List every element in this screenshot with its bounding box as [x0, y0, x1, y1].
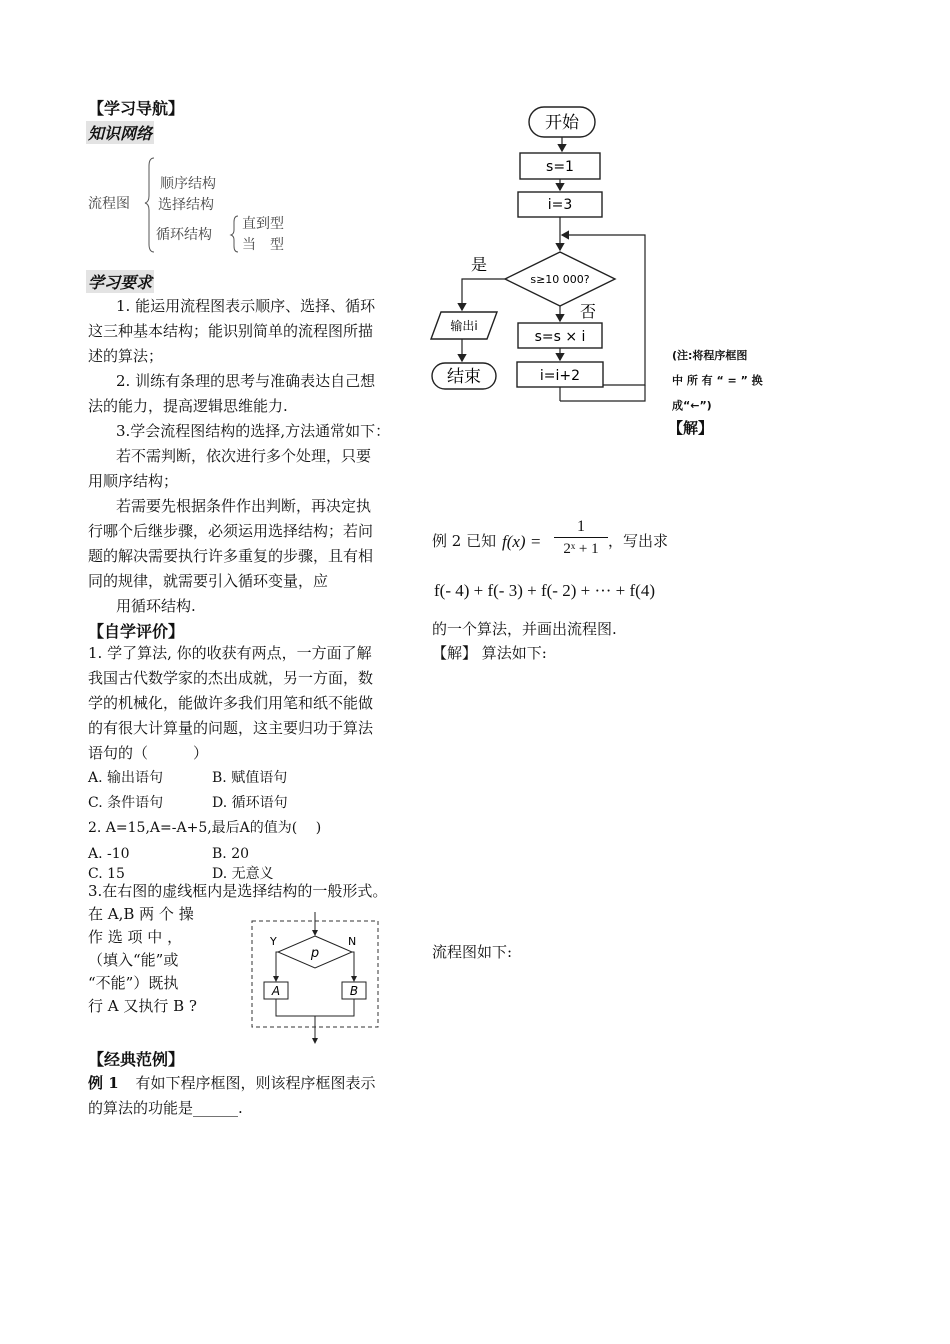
example-1-line2: 的算法的功能是______.: [88, 1099, 243, 1117]
example-1-solution-label: 【解】: [668, 419, 714, 437]
q1-line: 1. 学了算法, 你的收获有两点，一方面了解: [88, 644, 372, 662]
req-line: 若需要先根据条件作出判断，再决定执: [116, 497, 372, 515]
example-2-suffix: ，写出求: [608, 532, 669, 550]
fc-output: 输出i: [450, 319, 478, 333]
fc-start: 开始: [545, 113, 579, 133]
example-2-fx: f(x) =: [502, 532, 542, 551]
q2-option-b: B. 20: [212, 846, 250, 862]
q2-option-a: A. -10: [88, 846, 130, 862]
req-line: 题的解决需要执行许多重复的步骤，且有相: [88, 547, 374, 565]
q2-option-c: C. 15: [88, 866, 125, 882]
fc-no: 否: [580, 302, 597, 321]
diagram-no: N: [348, 935, 357, 948]
q3-line: 行 A 又执行 B ?: [88, 997, 197, 1015]
q3-line: 在 A,B 两 个 操: [88, 905, 194, 923]
example-1-flowchart: [425, 95, 665, 415]
self-eval-heading: 【自学评价】: [88, 622, 185, 641]
question-2-stem: 2. A=15,A=-A+5,最后A的值为( ): [88, 820, 322, 836]
q1-option-b: B. 赋值语句: [212, 770, 288, 786]
req-line: 1. 能运用流程图表示顺序、选择、循环: [116, 297, 376, 315]
tree-until: 直到型: [242, 216, 284, 232]
fraction-denominator: 2ˣ + 1: [563, 541, 599, 557]
diagram-p: p: [310, 946, 320, 961]
knowledge-network-title: 知识网络: [86, 121, 154, 144]
q1-line: 我国古代数学家的杰出成就，另一方面，数: [88, 669, 374, 687]
diagram-b: B: [349, 984, 359, 998]
fc-mult: s=s × i: [534, 329, 586, 345]
q3-line: 作 选 项 中 ，: [88, 928, 183, 946]
req-line: 2. 训练有条理的思考与准确表达自己想: [116, 372, 376, 390]
example-1-text: 有如下程序框图，则该程序框图表示: [135, 1074, 376, 1092]
question-3-stem: 3.在右图的虚线框内是选择结构的一般形式。: [88, 882, 388, 900]
tree-while: 当 型: [242, 237, 284, 253]
example-2-sum: f(- 4) + f(- 3) + f(- 2) + ··· + f(4): [434, 581, 655, 600]
note-line-2: 中 所 有 “ = ” 换: [672, 374, 763, 387]
example-2-line3: 的一个算法，并画出流程图.: [432, 620, 617, 638]
example-2-solution: 【解】 算法如下:: [432, 644, 547, 662]
tree-sel: 选择结构: [158, 197, 214, 213]
req-line: 法的能力，提高逻辑思维能力.: [88, 397, 288, 415]
req-line: 若不需判断，依次进行多个处理，只要: [116, 447, 372, 465]
fc-yes: 是: [471, 255, 488, 274]
example-1-label: 例 1: [88, 1074, 119, 1092]
q2-option-d: D. 无意义: [212, 866, 274, 882]
req-line: 这三种基本结构；能识别简单的流程图所描: [88, 322, 374, 340]
fc-end: 结束: [447, 367, 481, 387]
example-1-line1: [88, 1071, 375, 1096]
examples-heading: 【经典范例】: [88, 1050, 185, 1069]
q1-line: 语句的（ ）: [88, 744, 209, 762]
example-2-flow: 流程图如下:: [432, 943, 513, 961]
q1-option-d: D. 循环语句: [212, 795, 288, 811]
q1-line: 的有很大计算量的问题，这主要归功于算法: [88, 719, 374, 737]
tree-root: 流程图: [88, 196, 130, 212]
requirements-body: [88, 294, 418, 619]
fc-cond: s≥10 000?: [530, 273, 590, 286]
example-2-prefix: 例 2 已知: [432, 532, 497, 550]
req-line: 3.学会流程图结构的选择,方法通常如下：: [116, 422, 391, 440]
req-line: 用顺序结构；: [88, 472, 179, 490]
tree-loop: 循环结构: [156, 227, 212, 243]
diagram-yes: Y: [270, 935, 277, 948]
req-line: 同的规律，就需要引入循环变量，应: [88, 572, 329, 590]
q1-line: 学的机械化，能做许多我们用笔和纸不能做: [88, 694, 374, 712]
requirements-title: 学习要求: [86, 270, 154, 293]
q3-line: （填入“能”或: [88, 951, 179, 969]
note-line-3: 成“←”): [672, 399, 712, 412]
fraction-numerator: 1: [554, 517, 608, 538]
question-1: [88, 641, 418, 766]
req-line: 述的算法；: [88, 347, 164, 365]
req-line: 行哪个后继步骤，必须运用选择结构；若问: [88, 522, 374, 540]
diagram-a: A: [271, 984, 281, 998]
q3-line: “不能”）既执: [88, 974, 179, 992]
tree-seq: 顺序结构: [160, 176, 216, 192]
fc-i3: i=3: [547, 197, 573, 213]
question-3-body: [88, 903, 228, 1018]
selection-structure-diagram: [248, 912, 383, 1047]
note-line-1: (注:将程序框图: [672, 349, 748, 362]
section-guide-heading: 【学习导航】: [88, 99, 185, 118]
fc-inc: i=i+2: [539, 368, 581, 384]
q1-option-a: A. 输出语句: [88, 770, 164, 786]
q1-option-c: C. 条件语句: [88, 795, 164, 811]
req-line: 用循环结构.: [116, 597, 196, 615]
fc-s1: s=1: [546, 159, 574, 175]
example-2-fraction: [554, 517, 608, 560]
